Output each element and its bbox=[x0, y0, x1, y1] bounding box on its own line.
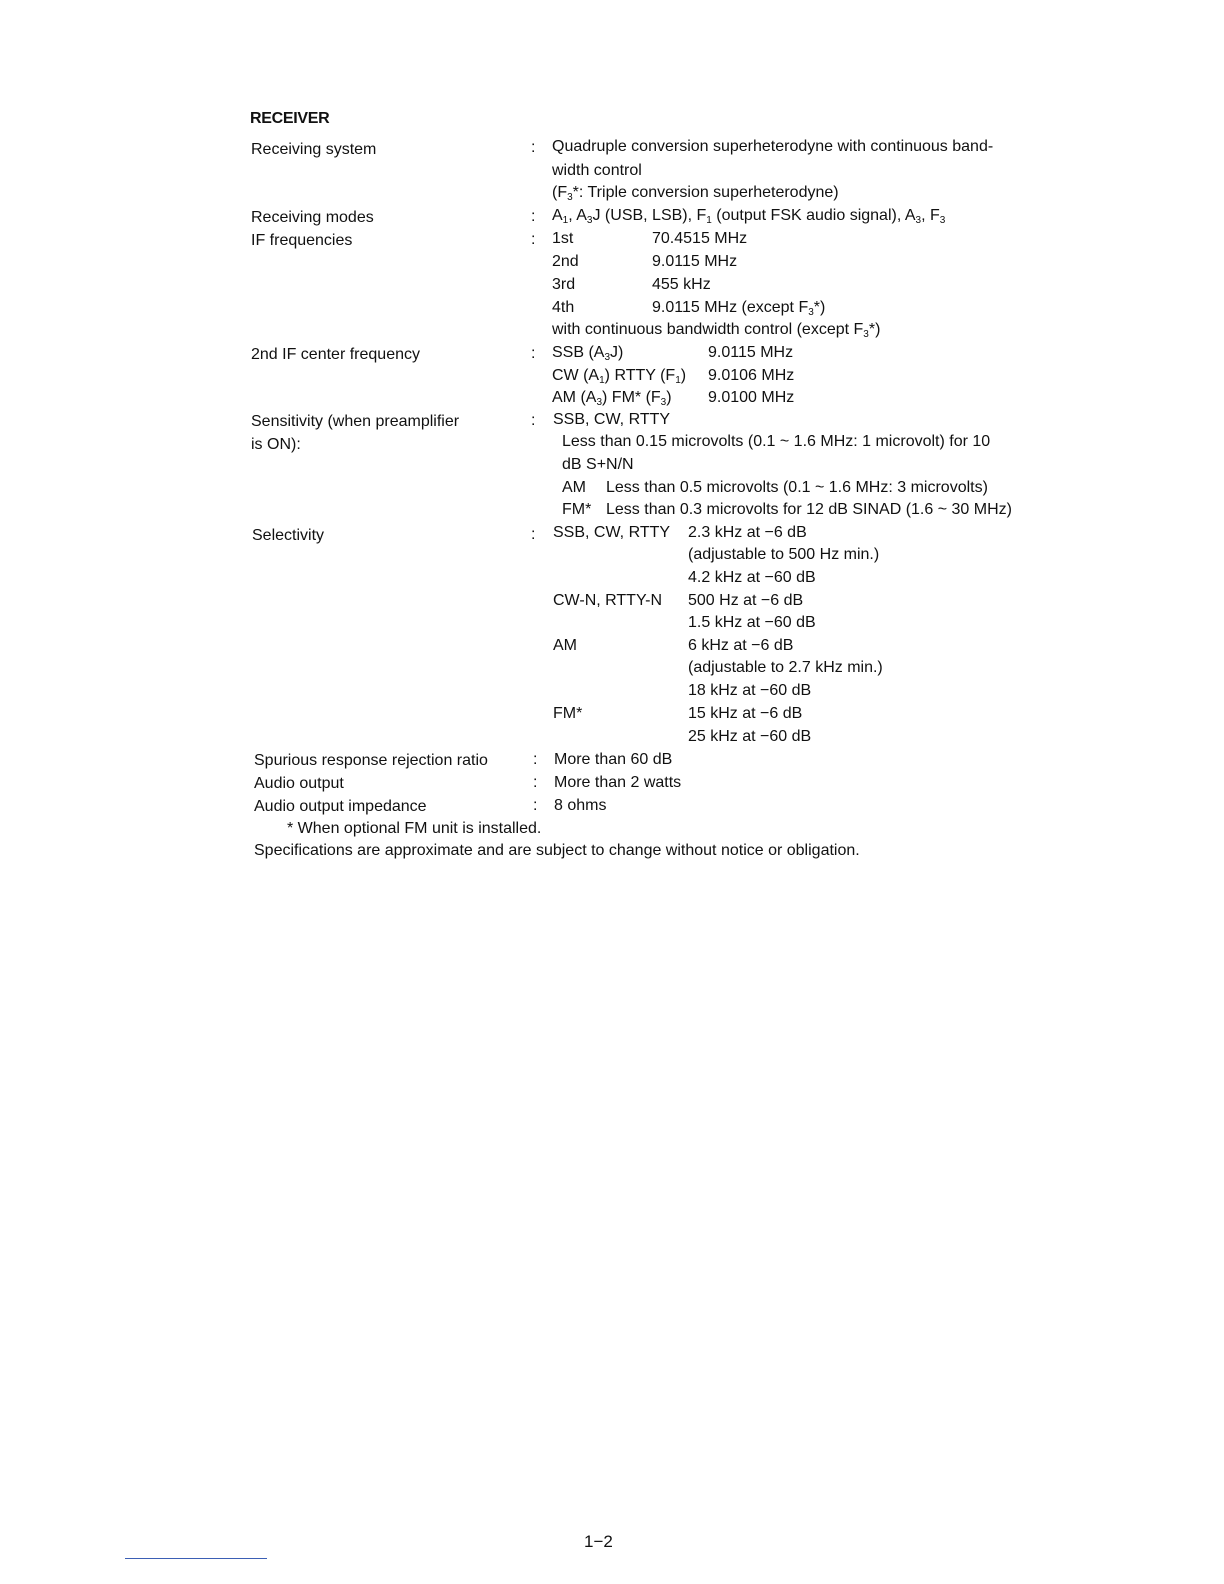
sensitivity-label-cont: is ON): bbox=[251, 436, 301, 453]
sensitivity-am-mode: AM bbox=[562, 479, 586, 496]
selectivity-value: 500 Hz at −6 dB bbox=[688, 592, 804, 609]
sensitivity-label: Sensitivity (when preamplifier bbox=[251, 413, 460, 430]
colon: : bbox=[531, 208, 536, 225]
receiving-system-line2: width control bbox=[552, 162, 642, 179]
selectivity-mode: SSB, CW, RTTY bbox=[553, 524, 671, 541]
colon: : bbox=[531, 231, 536, 248]
colon: : bbox=[531, 412, 536, 429]
selectivity-value: (adjustable to 500 Hz min.) bbox=[688, 546, 880, 563]
if-row-value: 70.4515 MHz bbox=[652, 230, 748, 247]
if-row-name: 1st bbox=[552, 230, 574, 247]
page-number: 1−2 bbox=[584, 1532, 613, 1551]
if-row-value: 455 kHz bbox=[652, 276, 711, 293]
audio-impedance-value: 8 ohms bbox=[554, 797, 607, 814]
selectivity-value: 2.3 kHz at −6 dB bbox=[688, 524, 807, 541]
footer-rule bbox=[125, 1558, 267, 1559]
selectivity-value: 4.2 kHz at −60 dB bbox=[688, 569, 816, 586]
center-frequency-mode: SSB $(A_3J)$ bbox=[552, 344, 624, 363]
footnote: * When optional FM unit is installed. bbox=[287, 820, 542, 837]
colon: : bbox=[533, 797, 538, 814]
selectivity-value: 15 kHz at −6 dB bbox=[688, 705, 803, 722]
if-bandwidth-note: with continuous bandwidth control (except $F_3*$) bbox=[552, 321, 881, 340]
if-row-name: 4th bbox=[552, 299, 575, 316]
selectivity-mode: FM* bbox=[553, 705, 583, 722]
receiving-modes-value: $A_1$, $A_3J$ (USB, LSB), $F_1$ (output FSK audio signal), $A_3$, $F_3$ bbox=[552, 207, 946, 226]
center-frequency-label: 2nd IF center frequency bbox=[251, 346, 420, 363]
sensitivity-am-text: Less than 0.5 microvolts (0.1 ~ 1.6 MHz: 3 microvolts) bbox=[606, 479, 988, 496]
selectivity-value: 18 kHz at −60 dB bbox=[688, 682, 812, 699]
spurious-value: More than 60 dB bbox=[554, 751, 673, 768]
sensitivity-modes: SSB, CW, RTTY bbox=[553, 411, 671, 428]
if-frequencies-label: IF frequencies bbox=[251, 232, 353, 249]
colon: : bbox=[533, 751, 538, 768]
receiving-system-line3: ($F_3*$: Triple conversion superheterodyne) bbox=[552, 184, 839, 203]
sensitivity-line1: Less than 0.15 microvolts (0.1 ~ 1.6 MHz: 1 microvolt) for 10 bbox=[562, 433, 991, 450]
if-row-name: 3rd bbox=[552, 276, 576, 293]
selectivity-label: Selectivity bbox=[252, 527, 325, 544]
receiving-system-line1: Quadruple conversion superheterodyne with continuous band- bbox=[552, 138, 994, 155]
selectivity-value: (adjustable to 2.7 kHz min.) bbox=[688, 659, 883, 676]
receiving-modes-label: Receiving modes bbox=[251, 209, 374, 226]
if-row-value: 9.0115 MHz bbox=[652, 253, 738, 270]
audio-output-value: More than 2 watts bbox=[554, 774, 682, 791]
colon: : bbox=[531, 526, 536, 543]
colon: : bbox=[531, 345, 536, 362]
selectivity-mode: CW-N, RTTY-N bbox=[553, 592, 663, 609]
selectivity-mode: AM bbox=[553, 637, 577, 654]
disclaimer: Specifications are approximate and are subject to change without notice or obligation. bbox=[254, 842, 860, 859]
colon: : bbox=[531, 139, 536, 156]
colon: : bbox=[533, 774, 538, 791]
sensitivity-line2: dB S+N/N bbox=[562, 456, 634, 473]
center-frequency-mode: AM $(A_3)$ FM* $(F_3)$ bbox=[552, 389, 672, 408]
audio-impedance-label: Audio output impedance bbox=[254, 798, 427, 815]
selectivity-value: 25 kHz at −60 dB bbox=[688, 728, 812, 745]
selectivity-value: 1.5 kHz at −60 dB bbox=[688, 614, 816, 631]
selectivity-value: 6 kHz at −6 dB bbox=[688, 637, 794, 654]
if-row-name: 2nd bbox=[552, 253, 579, 270]
receiving-system-label: Receiving system bbox=[251, 141, 377, 158]
spurious-label: Spurious response rejection ratio bbox=[254, 752, 488, 769]
center-frequency-value: 9.0115 MHz bbox=[708, 344, 794, 361]
center-frequency-value: 9.0106 MHz bbox=[708, 367, 795, 384]
audio-output-label: Audio output bbox=[254, 775, 344, 792]
section-heading: RECEIVER bbox=[250, 110, 330, 127]
sensitivity-fm-mode: FM* bbox=[562, 501, 592, 518]
if-row-value: 9.0115 MHz (except $F_3*$) bbox=[652, 299, 826, 318]
center-frequency-mode: CW $(A_1)$ RTTY $(F_1)$ bbox=[552, 367, 687, 386]
sensitivity-fm-text: Less than 0.3 microvolts for 12 dB SINAD (1.6 ~ 30 MHz) bbox=[606, 501, 1012, 518]
center-frequency-value: 9.0100 MHz bbox=[708, 389, 795, 406]
